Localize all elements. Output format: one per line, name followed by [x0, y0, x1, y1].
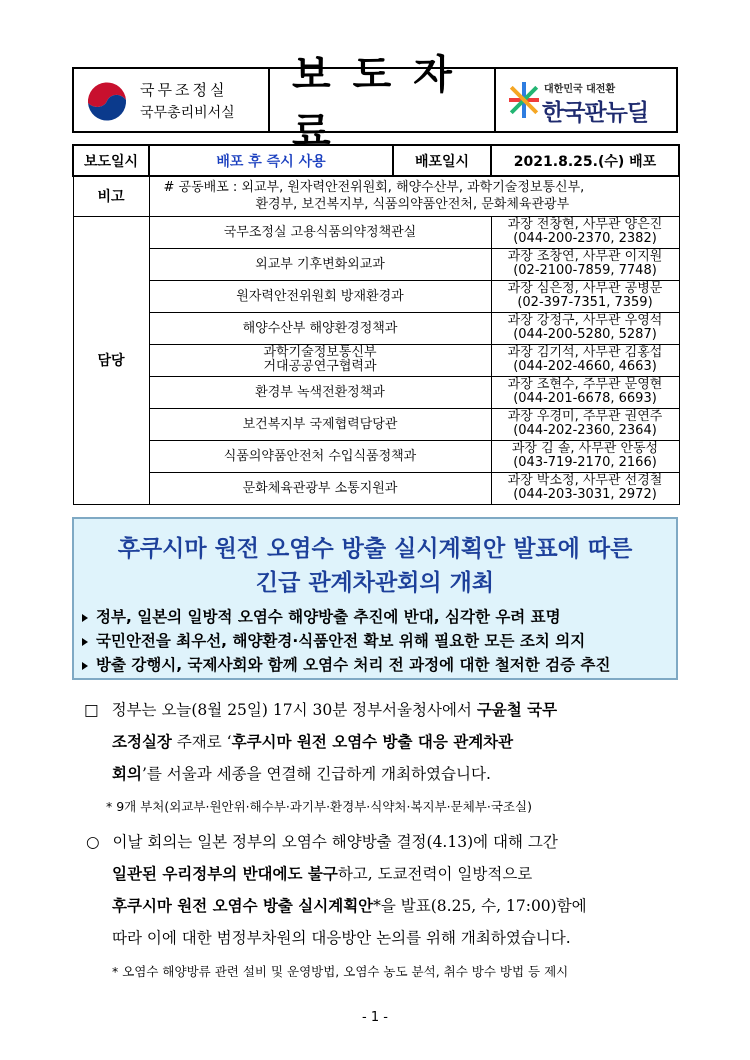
circle-bullet-icon: ○: [86, 833, 100, 851]
note-line: # 공동배포 : 외교부, 원자력안전위원회, 해양수산부, 과학기술정보통신부,: [163, 180, 585, 196]
korean-new-deal-logo: [496, 69, 678, 131]
contact-dept-line: 과학기술정보통신부: [263, 345, 377, 360]
contact-name: 과장 김 솔, 사무관 안동성: [511, 441, 659, 456]
contact-dept: [149, 344, 491, 376]
body-paragraph-line: [112, 862, 532, 884]
contact-phone: (02-2100-7859, 7748): [513, 263, 657, 278]
release-info-table: [72, 144, 680, 505]
contact-name: 과장 김기석, 사무관 김홍섭: [507, 345, 663, 360]
body-text-bold: 후쿠시마 원전 오염수 방출 실시계획안: [112, 896, 374, 915]
contact-person: [491, 408, 679, 440]
headline-title-line1: 후쿠시마 원전 오염수 방출 실시계획안 발표에 따른: [117, 536, 633, 562]
body-paragraph-line: [84, 698, 557, 720]
headline-bullet: [82, 629, 585, 651]
contact-person: [491, 472, 679, 504]
body-text-bold: 회의: [112, 764, 142, 783]
note-label: 비고: [73, 176, 149, 216]
contact-label: 담당: [73, 216, 149, 504]
contact-dept: 문화체육관광부 소통지원과: [149, 472, 491, 504]
contact-dept: 국무조정실 고용식품의약정책관실: [149, 216, 491, 248]
headline-bullet: [82, 653, 610, 675]
contact-phone: (044-201-6678, 6693): [513, 391, 657, 406]
contact-name: 과장 심은정, 사무관 공병문: [507, 281, 663, 296]
body-text: 정부는 오늘(8월 25일) 17시 30분 정부서울청사에서: [111, 701, 477, 719]
square-bullet-icon: □: [84, 701, 99, 719]
body-text: *을 발표(8.25, 수, 17:00)함에: [373, 897, 587, 915]
headline-bullet-text: 정부, 일본의 일방적 오염수 해양방출 추진에 반대, 심각한 우려 표명: [96, 608, 561, 626]
release-time-value: 배포 후 즉시 사용: [149, 145, 393, 176]
contact-phone: (02-397-7351, 7359): [517, 295, 653, 310]
contact-phone: (044-202-4660, 4663): [513, 359, 657, 374]
contact-person: [491, 344, 679, 376]
contact-dept: 환경부 녹색전환정책과: [149, 376, 491, 408]
body-text: 주재로 ‘: [171, 733, 232, 751]
contact-dept-line: 거대공공연구협력과: [263, 359, 377, 374]
contact-person: [491, 376, 679, 408]
contact-name: 과장 조현수, 주무관 문영현: [507, 377, 663, 392]
contact-name: 과장 박소정, 사무관 선경철: [507, 473, 663, 488]
body-text: 하고, 도쿄전력이 일방적으로: [337, 865, 533, 883]
release-time-label: 보도일시: [73, 145, 149, 176]
contact-phone: (044-202-2360, 2364): [513, 423, 657, 438]
body-text-bold: 구윤철 국무: [476, 700, 558, 719]
footnote: * 9개 부처(외교부·원안위·해수부·과기부·환경부·식약처·복지부·문체부·국조실): [106, 799, 532, 814]
contact-phone: (044-200-2370, 2382): [513, 231, 657, 246]
body-paragraph-line: [112, 894, 587, 916]
joint-distribution-note: [149, 176, 679, 216]
triangle-bullet-icon: [82, 614, 88, 622]
body-paragraph-line: [112, 762, 491, 784]
contact-person: [491, 248, 679, 280]
contact-person: [491, 312, 679, 344]
contact-person: [491, 280, 679, 312]
body-text: ’를 서울과 세종을 연결해 긴급하게 개최하였습니다.: [141, 765, 491, 783]
body-text-bold: 후쿠시마 원전 오염수 방출 대응 관계차관: [231, 732, 514, 751]
body-paragraph-line: [112, 730, 513, 752]
contact-phone: (044-203-3031, 2972): [513, 487, 657, 502]
doc-type-title: 보도자료: [292, 52, 474, 155]
contact-dept: 외교부 기후변화외교과: [149, 248, 491, 280]
body-text: 이날 회의는 일본 정부의 오염수 해양방출 결정(4.13)에 대해 그간: [112, 833, 558, 851]
headline-box: [72, 517, 678, 680]
footnote: * 오염수 해양방류 관련 설비 및 운영방법, 오염수 농도 분석, 취수 방수 방법 등 제시: [112, 964, 569, 979]
headline-bullet: [82, 605, 561, 627]
contact-dept: 해양수산부 해양환경정책과: [149, 312, 491, 344]
page-number: - 1 -: [362, 1010, 388, 1025]
distribution-label: 배포일시: [393, 145, 491, 176]
distribution-value: 2021.8.25.(수) 배포: [491, 145, 679, 176]
body-text-bold: 일관된 우리정부의 반대에도 불구: [112, 864, 338, 883]
org-name-primary: 국무조정실: [140, 81, 228, 99]
triangle-bullet-icon: [82, 662, 88, 670]
contact-person: [491, 440, 679, 472]
contact-dept: 보건복지부 국제협력담당관: [149, 408, 491, 440]
contact-name: 과장 조창연, 사무관 이지원: [507, 249, 663, 264]
contact-phone: (044-200-5280, 5287): [513, 327, 657, 342]
org-name-secondary: 국무총리비서실: [140, 105, 235, 121]
headline-bullet-text: 국민안전을 최우선, 해양환경·식품안전 확보 위해 필요한 모든 조치 의지: [96, 632, 586, 650]
org-block: [74, 69, 270, 131]
doc-type-block: [270, 52, 496, 155]
note-line: 환경부, 보건복지부, 식품의약품안전처, 문화체육관광부: [255, 197, 570, 213]
body-paragraph-line: [86, 830, 558, 852]
body-paragraph-line: 따라 이에 대한 범정부차원의 대응방안 논의를 위해 개최하였습니다.: [112, 929, 571, 947]
contact-dept: 원자력안전위원회 방재환경과: [149, 280, 491, 312]
body-text-bold: 조정실장: [112, 732, 172, 751]
new-deal-wordmark: 한국판뉴딜: [542, 100, 649, 126]
contact-name: 과장 강정구, 사무관 우영석: [507, 313, 663, 328]
contact-person: [491, 216, 679, 248]
contact-dept: 식품의약품안전처 수입식품정책과: [149, 440, 491, 472]
press-header: [72, 52, 678, 155]
triangle-bullet-icon: [82, 638, 88, 646]
contact-phone: (043-719-2170, 2166): [513, 455, 657, 470]
headline-bullet-text: 방출 강행시, 국제사회와 함께 오염수 처리 전 과정에 대한 철저한 검증 추진: [96, 656, 611, 674]
government-emblem-icon: [84, 78, 130, 124]
headline-title-line2: 긴급 관계차관회의 개최: [255, 570, 495, 596]
new-deal-tagline: 대한민국 대전환: [544, 84, 616, 95]
contact-name: 과장 전창현, 사무관 양은진: [507, 217, 663, 232]
contact-name: 과장 우경미, 주무관 권연주: [507, 409, 663, 424]
new-deal-star-icon: [508, 81, 540, 119]
